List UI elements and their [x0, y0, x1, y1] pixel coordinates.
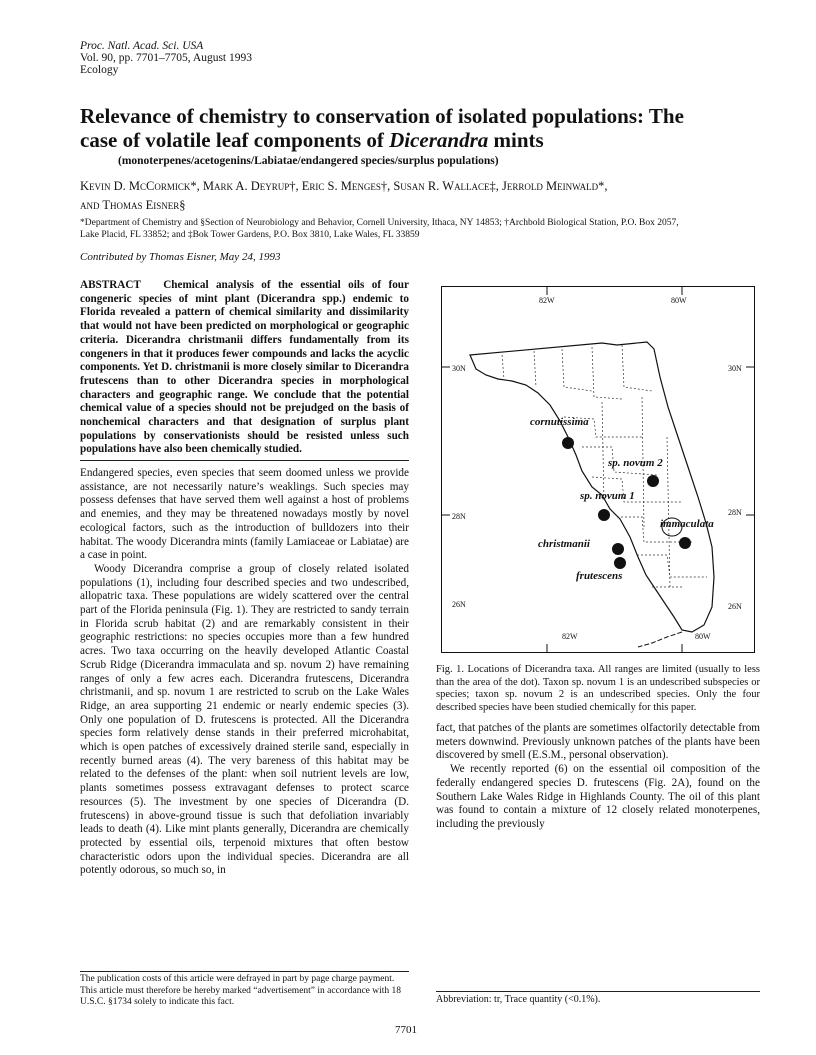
label-christmanii: christmanii [538, 538, 590, 550]
title-line-2-post: mints [488, 128, 544, 152]
body-paragraph-2: Woody Dicerandra comprise a group of closely related isolated populations (1), including four described species and two undescribed, allopatric taxa. These populations are widely scattered over the central part of the Florida peninsula (Fig. 1). They are restricted to sandy terrain in Florida scrub habitat (2) and are remarkably consistent in their geographic restrictions: no species occupies more than a few hundred acres. Two taxa occurring on the heavily developed Atlantic Coastal Scrub Ridge (Dicerandra immaculata and sp. novum 2) have remaining ranges of only a few acres each. Dicerandra frutescens, Dicerandra christmanii, and sp. novum 1 are restricted to scrub on the Lake Wales Ridge, an area supporting 21 endemic or nearly endemic species (3). Only one population of D. frutescens is protected. All the Dicerandra species form relatively dense stands in their preferred microhabitat, which is open patches of excessively drained sterile sand, especially in recently burned areas (4). The very bareness of this habitat may be related to the defenses of the plant: when soil nutrient levels are low, plants sometimes possess extravagant defenses to protect scarce resources (5). The investment by one species of Dicerandra (D. frutescens) in above-ground tissue is such that defoliation invariably leads to death (4). Like mint plants generally, Dicerandra are chemically protected by essential oils, terpenoid mixtures that often bestow characteristic odors upon the individual species. Dicerandra are all potently odorous, so much so, in [80, 562, 409, 877]
journal-volume: Vol. 90, pp. 7701–7705, August 1993 [80, 52, 252, 64]
label-30n-left: 30N [452, 364, 466, 373]
figure-1-map [441, 286, 755, 653]
abbreviation-note: Abbreviation: tr, Trace quantity (<0.1%). [436, 994, 601, 1005]
dot-frutescens [614, 557, 626, 569]
label-28n-left: 28N [452, 512, 466, 521]
title-line-2 [80, 128, 760, 152]
authors-line-1: Kevin D. McCormick*, Mark A. Deyrup†, Eric S. Menges†, Susan R. Wallace‡, Jerrold Meinwald*, [80, 179, 608, 193]
author-list [80, 177, 760, 215]
authors-line-2: and Thomas Eisner§ [80, 198, 186, 212]
journal-header [80, 40, 252, 76]
dot-sp-novum-2 [647, 475, 659, 487]
label-80w-bottom: 80W [695, 632, 711, 641]
florida-keys [638, 632, 682, 647]
article-title [80, 104, 760, 152]
label-26n-left: 26N [452, 600, 466, 609]
publication-cost-footnote: The publication costs of this article were defrayed in part by page charge payment. This article must therefore be hereby marked “advertisement” in accordance with 18 U.S.C. §1734 solely to indicate this fact. [80, 974, 402, 1007]
title-line-1: Relevance of chemistry to conservation of isolated populations: The [80, 104, 684, 128]
body-paragraph-1: Endangered species, even species that seem doomed unless we provide assistance, are not necessarily nature’s weaklings. Such species may possess defenses that have served them well against a host of problems and enemies, and they may be threatened nowadays mostly by novel ecological factors, such as the introduction of bulldozers into their habitat. The woody Dicerandra mints (family Lamiaceae or Labiatae) are a case in point. [80, 467, 409, 562]
body-left-column [80, 467, 409, 878]
label-28n-right: 28N [728, 508, 742, 517]
contributed-by: Contributed by Thomas Eisner, May 24, 1993 [80, 251, 281, 263]
title-genus: Dicerandra [389, 128, 489, 152]
page-number: 7701 [395, 1024, 417, 1036]
label-sp-novum-2: sp. novum 2 [608, 457, 663, 469]
label-frutescens: frutescens [576, 570, 623, 582]
abstract-divider [80, 460, 409, 461]
label-immaculata: immaculata [660, 518, 714, 530]
affiliations [80, 218, 760, 241]
body-right-column [436, 722, 760, 832]
abstract-label: ABSTRACT [80, 279, 141, 291]
label-cornutissima: cornutissima [530, 416, 589, 428]
body-right-paragraph-1: fact, that patches of the plants are sometimes olfactorily detectable from meters downwind. Previously unknown patches of the plants have been discovered by smell (E.S.M., personal observation). [436, 722, 760, 762]
florida-outline [470, 342, 714, 632]
affiliation-line-2: Lake Placid, FL 33852; and ‡Bok Tower Gardens, P.O. Box 3810, Lake Wales, FL 33859 [80, 229, 420, 240]
label-82w-bottom: 82W [562, 632, 578, 641]
footnote-divider [80, 971, 409, 972]
county-lines [502, 345, 707, 587]
journal-name: Proc. Natl. Acad. Sci. USA [80, 40, 204, 52]
dot-christmanii [612, 543, 624, 555]
label-82w-top: 82W [539, 296, 555, 305]
title-line-2-pre: case of volatile leaf components of [80, 128, 390, 152]
label-30n-right: 30N [728, 364, 742, 373]
dot-immaculata [679, 537, 691, 549]
affiliation-line-1: *Department of Chemistry and §Section of Neurobiology and Behavior, Cornell University, Ithaca, NY 14853; †Archbold Biological Station, P.O. Box 2057, [80, 218, 679, 228]
abbreviation-divider [436, 991, 760, 992]
florida-map-svg [442, 287, 754, 652]
label-sp-novum-1: sp. novum 1 [580, 490, 635, 502]
abstract [80, 279, 409, 457]
dot-sp-novum-1 [598, 509, 610, 521]
keywords: (monoterpenes/acetogenins/Labiatae/endangered species/surplus populations) [118, 155, 499, 167]
abstract-text: Chemical analysis of the essential oils of four congeneric species of mint plant (Dicerandra spp.) endemic to Florida revealed a pattern of chemical similarity and dissimilarity that would not have been predicted on morphological or geographic criteria. Dicerandra christmanii differs fundamentally from its congeners in that it produces fewer compounds and lacks the acyclic components. Yet D. christmanii is more closely similar to Dicerandra frutescens than to other Dicerandra species in morphological characters and geographic range. We conclude that the potential chemical value of a species should not be prejudged on the basis of nonchemical characters and that designation of surplus plant populations by conservationists should be resisted unless such populations have also been chemically studied. [80, 279, 409, 456]
label-26n-right: 26N [728, 602, 742, 611]
body-right-paragraph-2: We recently reported (6) on the essential oil composition of the federally endangered species D. frutescens (Fig. 2A), found on the Southern Lake Wales Ridge in Highlands County. The oil of this plant was found to contain a mixture of 12 closely related monoterpenes, including the previously [436, 763, 760, 830]
figure-1-caption: Fig. 1. Locations of Dicerandra taxa. All ranges are limited (usually to less than the area of the dot). Taxon sp. novum 1 is an undescribed subspecies or species; taxon sp. novum 2 is an undescribed species. Only the four described species have been studied chemically for this paper. [436, 664, 760, 713]
journal-section: Ecology [80, 64, 119, 76]
label-80w-top: 80W [671, 296, 687, 305]
dot-cornutissima [562, 437, 574, 449]
